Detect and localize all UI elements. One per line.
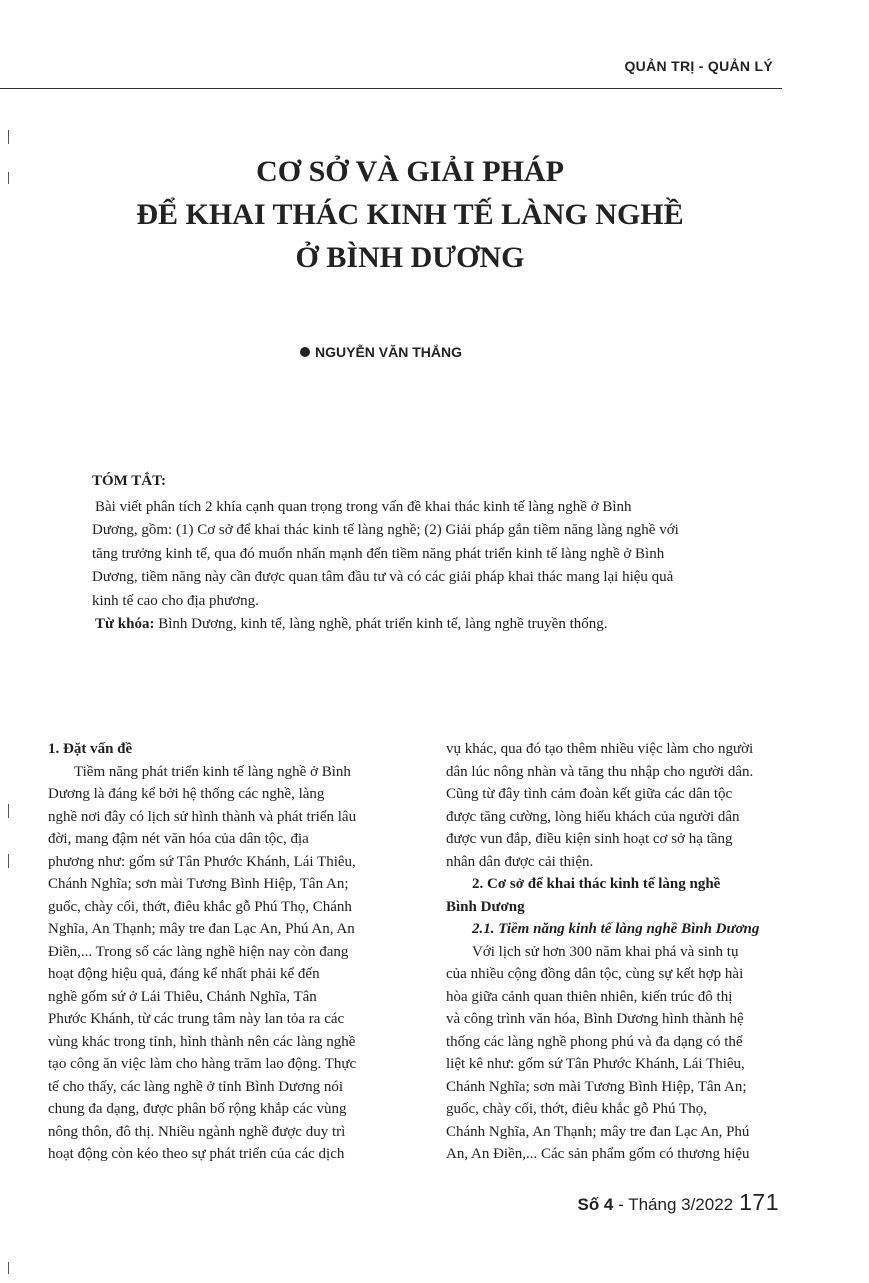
- body-line: chung đa dạng, được phân bố rộng khắp các vùng: [48, 1101, 347, 1117]
- abstract-heading: TÓM TẮT:: [92, 473, 167, 489]
- body-line: guốc, chày cối, thớt, điêu khắc gỗ Phú Thọ, Chánh: [48, 898, 352, 915]
- margin-mark: [8, 172, 9, 184]
- section-heading: 1. Đặt vấn đề: [48, 741, 133, 757]
- section-label: QUẢN TRỊ - QUẢN LÝ: [624, 58, 773, 74]
- margin-mark: [8, 854, 9, 868]
- body-line: Điền,... Trong số các làng nghề hiện nay còn đang: [48, 943, 349, 960]
- abstract-line: tăng trưởng kinh tế, qua đó muốn nhấn mạnh đến tiềm năng phát triển kinh tế làng nghề ở Bình: [92, 545, 665, 562]
- body-line: Phước Khánh, từ các trung tâm này lan tỏa ra các: [48, 1011, 345, 1027]
- body-line: dân lúc nông nhàn và tăng thu nhập cho người dân.: [446, 763, 754, 780]
- body-line: guốc, chày cối, thớt, điêu khắc gỗ Phú Thọ,: [446, 1101, 707, 1117]
- body-line: Cũng từ đây tình cảm đoàn kết giữa các dân tộc: [446, 786, 733, 802]
- body-line: Chánh Nghĩa; sơn mài Tương Bình Hiệp, Tân An;: [48, 876, 349, 892]
- body-line: hoạt động hiệu quả, đáng kể nhất phải kể đến: [48, 966, 320, 982]
- body-line: đời, mang đậm nét văn hóa của dân tộc, địa: [48, 831, 309, 847]
- abstract-line: Dương, tiềm năng này cần được quan tâm đầu tư và có các giải pháp khai thác mang lại hiệu quả: [92, 569, 674, 585]
- body-line: hoạt động còn kéo theo sự phát triển của các dịch: [48, 1146, 345, 1162]
- body-line: vụ khác, qua đó tạo thêm nhiều việc làm cho người: [446, 741, 754, 757]
- body-line: Với lịch sử hơn 300 năm khai phá và sinh tụ: [472, 943, 739, 960]
- body-line: được vun đắp, điều kiện sinh hoạt cơ sở hạ tầng: [446, 831, 733, 847]
- body-line: của nhiều cộng đồng dân tộc, cùng sự kết hợp hài: [446, 966, 744, 982]
- body-line: hòa giữa cảnh quan thiên nhiên, kiến trúc đô thị: [446, 988, 733, 1005]
- abstract-line: kinh tế cao cho địa phương.: [92, 592, 259, 609]
- margin-mark: [8, 1262, 9, 1274]
- title-line: ĐỂ KHAI THÁC KINH TẾ LÀNG NGHỀ: [136, 198, 684, 231]
- body-line: vùng khác trong tỉnh, hình thành nên các làng nghề: [48, 1033, 356, 1050]
- body-line: Chánh Nghĩa, An Thạnh; mây tre đan Lạc An, Phú: [446, 1123, 750, 1140]
- body-line: phương như: gốm sứ Tân Phước Khánh, Lái Thiêu,: [48, 853, 356, 870]
- body-line: được tăng cường, lòng hiếu khách của người dân: [446, 808, 740, 825]
- author-name: NGUYỄN VĂN THẮNG: [315, 344, 463, 360]
- page-number: 171: [739, 1189, 779, 1215]
- margin-mark: [8, 804, 9, 818]
- abstract-line: Dương, gồm: (1) Cơ sở để khai thác kinh tế làng nghề; (2) Giải pháp gắn tiềm năng làng nghề với: [92, 522, 679, 538]
- abstract-line: Bài viết phân tích 2 khía cạnh quan trọng trong vấn đề khai thác kinh tế làng nghề ở Bình: [95, 498, 632, 515]
- section-heading: 2. Cơ sở để khai thác kinh tế làng nghề: [472, 876, 721, 892]
- abstract: [92, 470, 760, 637]
- body-line: Tiềm năng phát triển kinh tế làng nghề ở Bình: [74, 763, 351, 780]
- right-column: [446, 738, 778, 1166]
- margin-mark: [8, 130, 9, 144]
- body-line: và công trình văn hóa, Bình Dương hình thành hệ: [446, 1011, 744, 1027]
- title-line: CƠ SỞ VÀ GIẢI PHÁP: [256, 155, 564, 188]
- title-line: Ở BÌNH DƯƠNG: [295, 241, 525, 274]
- body-line: thống các làng nghề phong phú và đa dạng có thể: [446, 1033, 743, 1050]
- header-rule: [0, 88, 782, 89]
- body-line: nghề nơi đây có lịch sử hình thành và phát triển lâu: [48, 808, 357, 825]
- body-line: tạo công ăn việc làm cho hàng trăm lao động. Thực: [48, 1056, 357, 1072]
- page-footer: [577, 1189, 779, 1216]
- subsection-heading: 2.1. Tiềm năng kinh tế làng nghề Bình Dương: [472, 921, 760, 937]
- body-line: nông thôn, đô thị. Nhiều ngành nghề được duy trì: [48, 1123, 346, 1140]
- body-line: nhân dân được cải thiện.: [446, 853, 594, 870]
- section-heading: Bình Dương: [446, 898, 525, 915]
- body-line: An, An Điền,... Các sản phẩm gốm có thương hiệu: [446, 1146, 750, 1162]
- keywords-text: Bình Dương, kinh tế, làng nghề, phát triển kinh tế, làng nghề truyền thống.: [158, 616, 608, 632]
- article-title: [100, 150, 720, 279]
- keywords-label: Từ khóa:: [95, 616, 155, 632]
- body-line: nghề gốm sứ ở Lái Thiêu, Chánh Nghĩa, Tân: [48, 988, 317, 1005]
- body-line: liệt kê như: gốm sứ Tân Phước Khánh, Lái Thiêu,: [446, 1056, 745, 1072]
- body-line: Dương là đáng kể bởi hệ thống các nghề, làng: [48, 786, 325, 802]
- author-byline: [300, 344, 462, 360]
- body-line: tế cho thấy, các làng nghề ở tỉnh Bình Dương nói: [48, 1078, 344, 1095]
- bullet-icon: [300, 347, 310, 357]
- issue-number: Số 4: [577, 1195, 614, 1214]
- issue-date: - Tháng 3/2022: [613, 1195, 734, 1214]
- keywords: [92, 613, 760, 637]
- left-column: [48, 738, 380, 1166]
- body-line: Nghĩa, An Thạnh; mây tre đan Lạc An, Phú An, An: [48, 921, 355, 937]
- body-line: Chánh Nghĩa; sơn mài Tương Bình Hiệp, Tân An;: [446, 1078, 747, 1095]
